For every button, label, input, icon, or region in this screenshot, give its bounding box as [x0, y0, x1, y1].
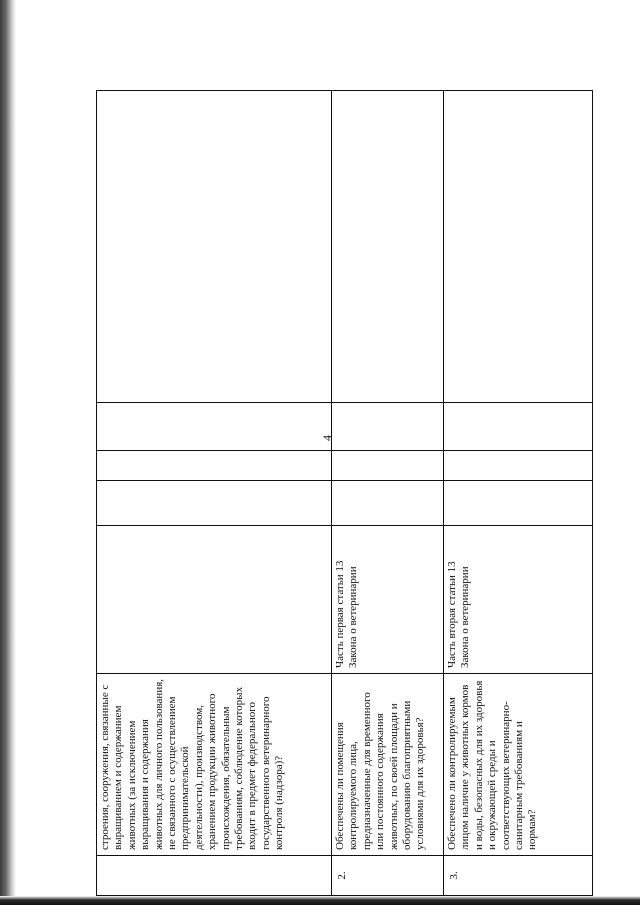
table-row	[97, 91, 332, 896]
question-cell: Обеспечены ли помещения контролируемого лица, предназначенные для временного или постоянного содержания животных, по своей площади и оборудованию благоприятными условиями для их здоровья?	[332, 674, 444, 856]
page-number: 4	[320, 435, 334, 441]
question-cell: строения, сооружения, связанные с выращиванием и содержанием животных (за исключением выращивания и содержания животных для личного пользования, не связанного с осуществлением предпринимательской деятельности), производством, хранением продукции животного происхождения, обязательным требованиям, соблюдение которых входит в предмет федерального государственного ветеринарного контроля (надзора)?	[97, 674, 332, 856]
scan-left-edge	[0, 0, 16, 905]
table-row	[444, 91, 593, 896]
row-number: 2.	[332, 856, 444, 896]
answer-yes-cell	[97, 481, 332, 526]
reference-cell: Часть первая статьи 13 Закона о ветеринарии	[332, 526, 444, 674]
scan-bottom-edge	[0, 896, 640, 905]
answer-no-cell	[332, 451, 444, 481]
note-cell	[97, 91, 332, 403]
note-cell	[444, 91, 593, 403]
answer-na-cell	[444, 403, 593, 451]
checklist-table-rotated	[96, 91, 592, 896]
answer-na-cell	[97, 403, 332, 451]
reference-cell: Часть вторая статьи 13 Закона о ветеринарии	[444, 526, 593, 674]
answer-yes-cell	[332, 481, 444, 526]
note-cell	[332, 91, 444, 403]
answer-yes-cell	[444, 481, 593, 526]
reference-cell	[97, 526, 332, 674]
question-cell: Обеспечено ли контролируемым лицом наличие у животных кормов и воды, безопасных для их здоровья и окружающей среды и соответствующих ветеринарно-санитарным требованиям и нормам?	[444, 674, 593, 856]
row-number: 3.	[444, 856, 593, 896]
checklist-table	[96, 90, 593, 896]
row-number	[97, 856, 332, 896]
table-row	[332, 91, 444, 896]
answer-no-cell	[97, 451, 332, 481]
answer-no-cell	[444, 451, 593, 481]
answer-na-cell	[332, 403, 444, 451]
